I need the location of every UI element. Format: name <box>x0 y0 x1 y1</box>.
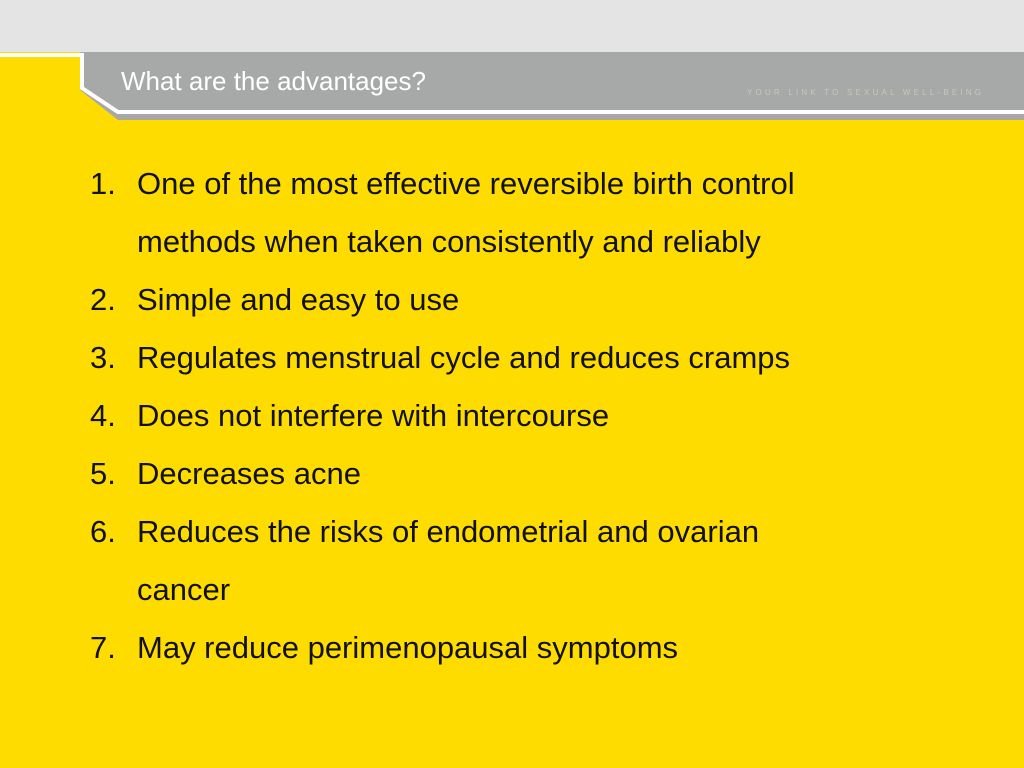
list-item-number: 1. <box>90 166 116 201</box>
list-item <box>90 445 1000 503</box>
list-item <box>90 213 1000 271</box>
list-item-number: 3. <box>90 340 116 375</box>
list-item-text: Simple and easy to use <box>137 282 460 317</box>
list-item-number: 2. <box>90 282 116 317</box>
list-item-text: May reduce perimenopausal symptoms <box>137 630 679 665</box>
list-item-number: 4. <box>90 398 116 433</box>
list-item-text: Regulates menstrual cycle and reduces cramps <box>137 340 791 375</box>
list-item <box>90 271 1000 329</box>
list-item-text: Reduces the risks of endometrial and ovarian <box>137 514 760 549</box>
list-item <box>90 329 1000 387</box>
list-item <box>90 155 1000 213</box>
header-bar <box>0 0 1024 120</box>
list-item-number: 5. <box>90 456 116 491</box>
list-item-text: One of the most effective reversible birth control <box>137 166 795 201</box>
slide-title: What are the advantages? <box>121 66 426 96</box>
list-item-number: 7. <box>90 630 116 665</box>
list-item-text: Does not interfere with intercourse <box>137 398 610 433</box>
advantages-list <box>90 155 1000 677</box>
list-item-number: 6. <box>90 514 116 549</box>
list-item-text: methods when taken consistently and reliably <box>137 224 761 259</box>
list-item <box>90 503 1000 561</box>
list-item <box>90 387 1000 445</box>
list-item-text: cancer <box>137 572 231 607</box>
list-item-text: Decreases acne <box>137 456 362 491</box>
list-item <box>90 619 1000 677</box>
header-tagline: YOUR LINK TO SEXUAL WELL-BEING <box>747 88 985 97</box>
list-item <box>90 561 1000 619</box>
